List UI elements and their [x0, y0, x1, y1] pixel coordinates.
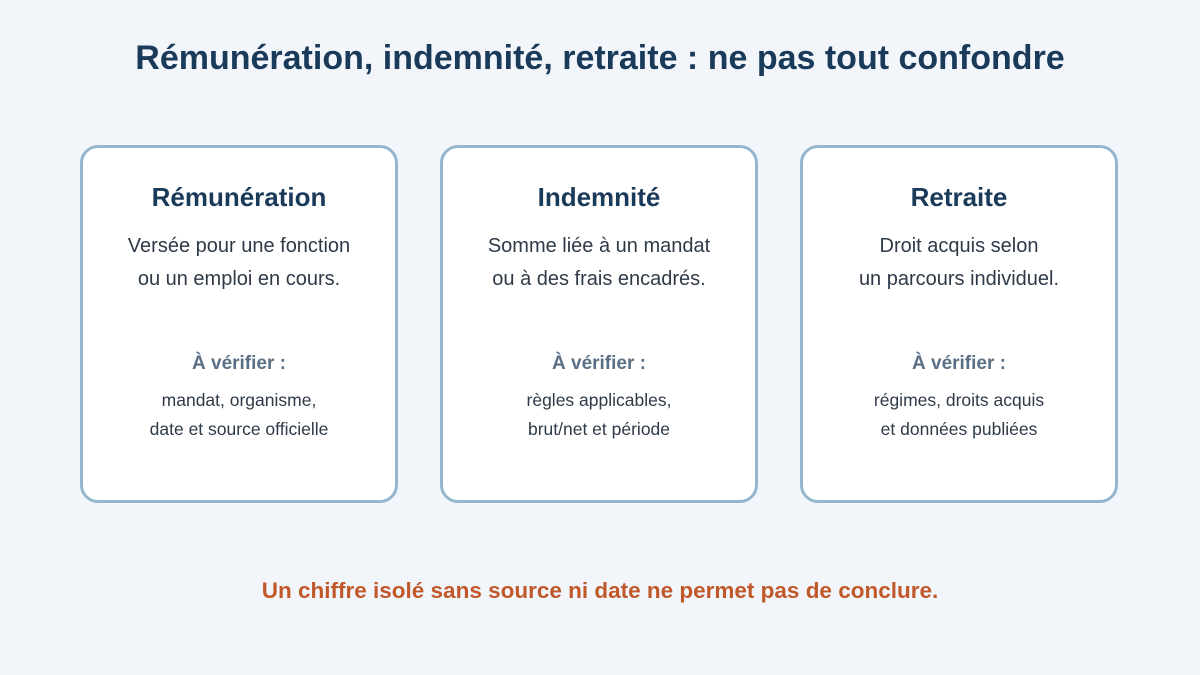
check-item-line: régimes, droits acquis [873, 390, 1045, 410]
check-items [443, 386, 755, 444]
card-description-line: Droit acquis selon [879, 235, 1039, 257]
check-item-line: date et source officielle [149, 419, 329, 439]
card-description [83, 230, 395, 296]
card-retraite [800, 145, 1118, 503]
check-item-line: règles applicables, [526, 390, 672, 410]
card-description-line: ou à des frais encadrés. [492, 268, 706, 290]
card-title: Indemnité [537, 182, 661, 212]
card-remuneration [80, 145, 398, 503]
card-title: Retraite [910, 182, 1008, 212]
check-label: À vérifier : [552, 353, 646, 374]
card-description [803, 230, 1115, 296]
card-indemnite [440, 145, 758, 503]
card-description-line: Versée pour une fonction [127, 235, 351, 257]
card-description-line: un parcours individuel. [858, 268, 1060, 290]
card-description-line: Somme liée à un mandat [487, 235, 711, 257]
check-label: À vérifier : [192, 353, 286, 374]
card-description [443, 230, 755, 296]
check-item-line: brut/net et période [527, 419, 671, 439]
check-label: À vérifier : [912, 353, 1006, 374]
check-items [803, 386, 1115, 444]
page-title: Rémunération, indemnité, retraite : ne pas tout confondre [135, 39, 1065, 77]
check-item-line: mandat, organisme, [161, 390, 317, 410]
check-items [83, 386, 395, 444]
check-item-line: et données publiées [880, 419, 1038, 439]
card-title: Rémunération [151, 182, 327, 212]
footer-warning: Un chiffre isolé sans source ni date ne permet pas de conclure. [261, 578, 939, 603]
card-description-line: ou un emploi en cours. [137, 268, 341, 290]
